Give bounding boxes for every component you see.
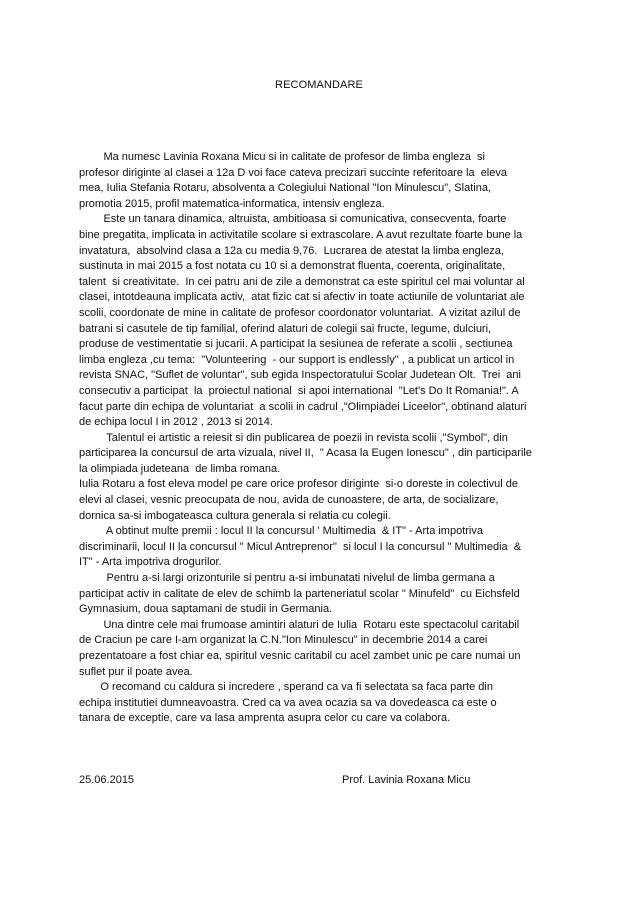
text-line: dornica sa-si imbogateasca cultura generala si relatia cu colegii. <box>79 509 391 522</box>
text-line: Gymnasium, doua saptamani de studii in Germania. <box>79 603 333 616</box>
text-line: talent si creativitate. In cei patru ani de zile a demonstrat ca este spiritul cel mai voluntar al <box>79 275 525 288</box>
text-line: de echipa locul I in 2012 , 2013 si 2014. <box>79 416 273 429</box>
text-line: Este un tanara dinamica, altruista, ambitioasa si comunicativa, consecventa, foarte <box>79 213 507 226</box>
text-line: Iulia Rotaru a fost eleva model pe care orice profesor diriginte si-o doreste in colectivul de <box>79 478 519 491</box>
text-line: Una dintre cele mai frumoase amintiri alaturi de Iulia Rotaru este spectacolul caritabil <box>79 618 520 631</box>
text-line: Pentru a-si largi orizonturile si pentru a-si imbunatati nivelul de limba germana a <box>79 572 495 585</box>
text-line: facut parte din echipa de voluntariat a scolii in cadrul ,"Olimpiadei Liceelor", obtinand alaturi <box>79 400 527 413</box>
text-line: Ma numesc Lavinia Roxana Micu si in calitate de profesor de limba engleza si <box>79 151 485 163</box>
text-line: mea, Iulia Stefania Rotaru, absolventa a Colegiului National "Ion Minulescu", Slatina, <box>79 182 491 195</box>
text-line: suflet pur il poate avea. <box>79 665 193 678</box>
document-body <box>79 150 563 727</box>
text-line: discriminarii, locul II la concursul " Micul Antreprenor" si locul I la concursul " Multimedia & <box>79 540 522 553</box>
text-line: echipa institutiei dumneavoastra. Cred ca va avea ocazia sa va dovedeasca ca este o <box>79 696 497 709</box>
text-line: elevi al clasei, vesnic preocupata de nou, avida de cunoastere, de arta, de socializare, <box>79 494 499 507</box>
text-line: profesor diriginte al clasei a 12a D voi face cateva precizari succinte referitoare la eleva <box>79 166 507 179</box>
date: 25.06.2015 <box>79 774 135 786</box>
text-line: clasei, intotdeauna implicata activ, atat fizic cat si afectiv in toate actiunile de voluntariat ale <box>79 291 525 304</box>
text-line: Talentul ei artistic a reiesit si din publicarea de poezii in revista scolii ,"Symbol", din <box>79 431 508 444</box>
text-line: batrani si casutele de tip familial, oferind alaturi de colegii sai fructe, legume, dulciuri, <box>79 322 492 335</box>
text-line: participat activ in calitate de elev de schimb la parteneriatul scolar " Minufeld" cu Eichsfeld <box>79 587 520 600</box>
text-line: prezentatoare a fost chiar ea, spiritul vesnic caritabil cu acel zambet unic pe care numai un <box>79 650 521 662</box>
text-line: invatatura, absolvind clasa a 12a cu media 9,76. Lucrarea de atestat la limba engleza, <box>79 244 504 257</box>
text-line: consecutiv a participat la proiectul national si apoi international "Let's Do It Romania!". A <box>79 384 519 397</box>
text-line: participarea la concursul de arta vizuala, nivel II, " Acasa la Eugen Ionescu" , din participarile <box>79 447 532 460</box>
text-line: O recomand cu caldura si incredere , sperand ca va fi selectata sa faca parte din <box>79 681 493 694</box>
text-line: produse de vestimentatie si jucarii. A participat la sesiunea de referate a scolii , sectiunea <box>79 338 513 351</box>
text-line: limba engleza ,cu tema: "Volunteering - our support is endlessly" , a publicat un articol in <box>79 353 515 366</box>
text-line: promotia 2015, profil matematica-informatica, intensiv engleza. <box>79 197 385 210</box>
text-line: de Craciun pe care I-am organizat la C.N."Ion Minulescu" in decembrie 2014 a carei <box>79 634 488 647</box>
text-line: A obtinut multe premii : locul II la concursul ' Multimedia & IT" - Arta impotriva <box>79 525 483 538</box>
text-line: sustinuta in mai 2015 a fost notata cu 10 si a demonstrat fluenta, coerenta, originalitate, <box>79 260 506 273</box>
text-line: la olimpiada judeteana de limba romana. <box>79 462 281 475</box>
text-line: scolii, coordonate de mine in calitate de profesor coordonator voluntariat. A vizitat azilul de <box>79 306 521 319</box>
text-line: bine pregatita, implicata in activitatile scolare si extrascolare. A avut rezultate foarte bune la <box>79 228 523 241</box>
text-line: revista SNAC, "Suflet de voluntar", sub egida Inspectoratului Scolar Judetean Olt. Trei ani <box>79 369 521 382</box>
document-title: RECOMANDARE <box>275 79 363 91</box>
text-line: tanara de exceptie, care va lasa amprenta asupra celor cu care va colabora. <box>79 712 451 725</box>
text-line: IT" - Arta impotriva drogurilor. <box>79 556 222 569</box>
signature: Prof. Lavinia Roxana Micu <box>342 774 471 786</box>
